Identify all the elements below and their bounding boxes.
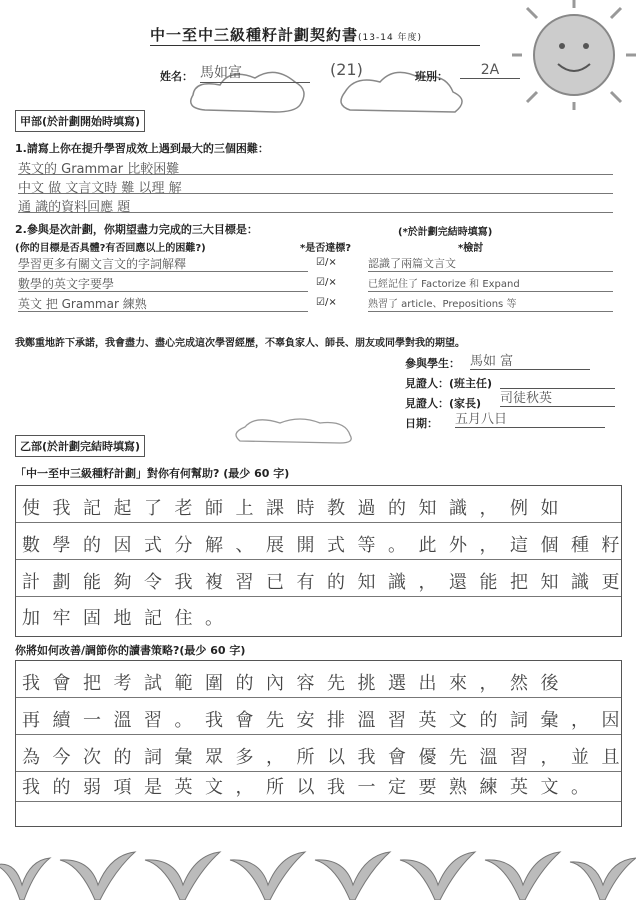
date-label: 日期： (405, 417, 438, 430)
witness-teacher-label: 見證人：(班主任) (405, 377, 493, 390)
student-signature: 馬如 富 (470, 350, 590, 370)
title-underline (150, 45, 480, 46)
review-text: 熟習了 article、Prepositions 等 (368, 295, 613, 312)
answer-line: 為今次的詞彙眾多，所以我會優先溫習，並且 (22, 747, 632, 768)
difficulty-line: 中文 做 文言文時 難 以理 解 (18, 177, 613, 194)
goal-text: 數學的英文字要學 (18, 275, 308, 292)
difficulty-line: 英文的 Grammar 比較困難 (18, 158, 613, 175)
pledge-text: 我鄭重地許下承諾，我會盡力、盡心完成這次學習經歷，不辜負家人、師長、朋友或同學對我的期望。 (15, 338, 465, 349)
name-label: 姓名： (160, 70, 193, 83)
difficulties-list (18, 158, 613, 213)
answer-grid-1 (15, 485, 632, 637)
goal-row (18, 295, 613, 315)
class-number-value: (21) (330, 60, 363, 79)
difficulty-line: 通 識的資料回應 題 (18, 196, 613, 213)
page-title: 中一至中三級種籽計劃契約書(13-14 年度) (150, 26, 423, 44)
school-year: (13-14 年度) (358, 33, 423, 43)
cloud-illustration (230, 415, 360, 445)
answer-line: 數學的因式分解、展開式等。此外，這個種籽 (22, 535, 632, 556)
date-value: 五月八日 (455, 408, 605, 428)
q2-note: (*於計劃完結時填寫) (398, 227, 493, 238)
answer-line: 計劃能夠令我複習已有的知識，還能把知識更 (22, 572, 632, 593)
part-a-q1: 1.請寫上你在提升學習成效上遇到最大的三個困難： (15, 142, 269, 155)
sprout-illustration (0, 830, 636, 900)
part-b-q1: 「中一至中三級種籽計劃」對你有何幫助? (最少 60 字) (15, 467, 290, 480)
answer-line: 再續一溫習。我會先安排溫習英文的詞彙，因 (22, 710, 632, 731)
answer-line: 加牢固地記住。 (22, 608, 236, 629)
part-b-tag: 乙部(於計劃完結時填寫) (15, 435, 145, 457)
class-value: 2A (460, 62, 520, 79)
witness-parent-label: 見證人：(家長) (405, 397, 482, 410)
name-value: 馬如富 (200, 62, 310, 83)
review-text: 認識了兩篇文言文 (368, 255, 613, 272)
student-label: 參與學生： (405, 357, 460, 370)
answer-line: 我會把考試範圍的內容先挑選出來，然後 (22, 673, 571, 694)
sun-illustration (512, 0, 636, 110)
achieved-check: ☑/× (316, 257, 337, 268)
part-b-q2: 你將如何改善/調節你的讀書策略?(最少 60 字) (15, 644, 246, 657)
answer-line: 我的弱項是英文，所以我一定要熟練英文。 (22, 777, 602, 798)
goal-text: 學習更多有關文言文的字詞解釋 (18, 255, 308, 272)
achieved-check: ☑/× (316, 277, 337, 288)
answer-line: 使我記起了老師上課時教過的知識，例如 (22, 498, 571, 519)
part-a-tag: 甲部(於計劃開始時填寫) (15, 110, 145, 132)
review-text: 已經記住了 Factorize 和 Expand (368, 275, 613, 292)
goal-row (18, 275, 613, 295)
achieved-check: ☑/× (316, 297, 337, 308)
answer-grid-2 (15, 660, 632, 827)
class-label: 班別： (415, 70, 448, 83)
goal-row (18, 255, 613, 275)
achieved-label: *是否達標? (300, 243, 352, 254)
review-label: *檢討 (458, 243, 484, 254)
goals-table (18, 255, 613, 315)
part-a-q2: 2.參與是次計劃，你期望盡力完成的三大目標是： (15, 223, 258, 236)
goal-text: 英文 把 Grammar 練熟 (18, 295, 308, 312)
q2-sub: (你的目標是否具體?有否回應以上的困難?) (15, 243, 206, 254)
witness-parent-signature: 司徒秋英 (500, 387, 615, 407)
